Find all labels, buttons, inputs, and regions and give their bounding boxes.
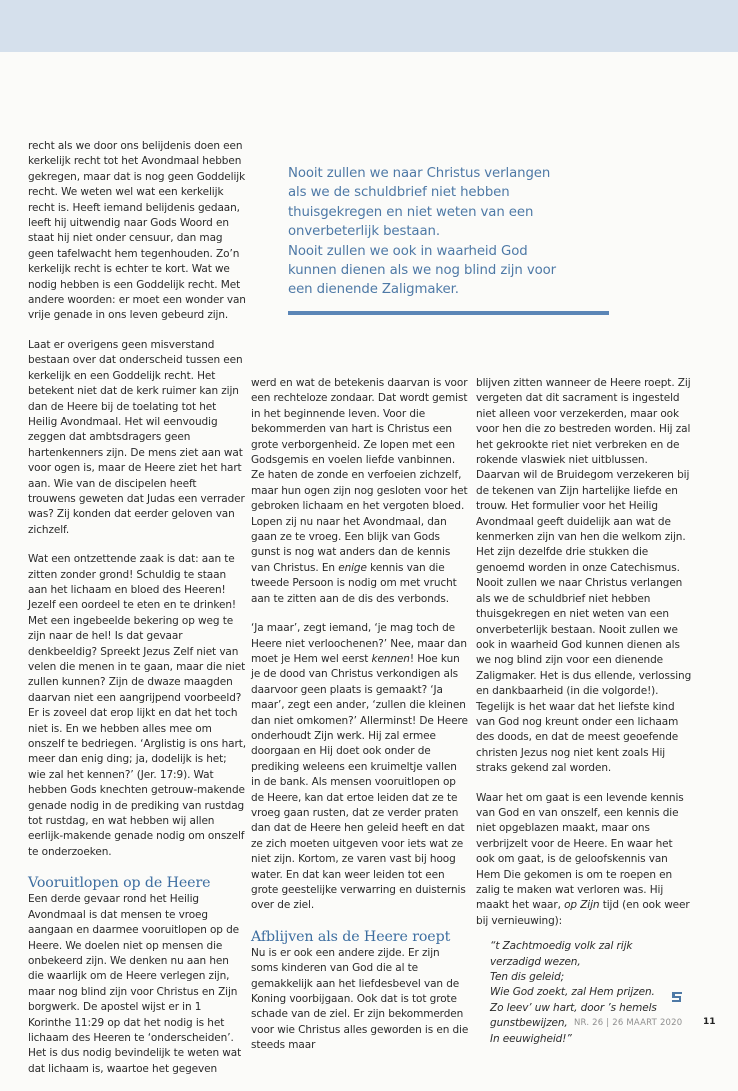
- paragraph-text: Waar het om gaat is een levende kennis van God en van onszelf, een kennis die niet opgeblazen maakt, maar ons verbrijzelt voor de Heere. En waar het ook om gaat, is de geloofskennis van Hem Die gekomen is om te roepen en zalig te maken wat verloren was. Hij maakt het waar,: [476, 791, 684, 912]
- pull-quote-rule: [288, 311, 609, 315]
- paragraph: [251, 376, 469, 607]
- pull-quote-line: kunnen dienen als we nog blind zijn voor: [288, 263, 557, 279]
- pull-quote: [288, 164, 618, 300]
- pull-quote-line: Nooit zullen we naar Christus verlangen: [288, 166, 551, 181]
- emphasis: kennen: [371, 652, 410, 665]
- poem-line: “t Zachtmoedig volk zal rijk: [490, 940, 633, 953]
- header-band: [0, 0, 738, 52]
- pull-quote-line: als we de schuldbrief niet hebben: [288, 185, 510, 201]
- poem-quote: [490, 939, 694, 1047]
- paragraph-text: tijd (en ook weer bij vernieuwing):: [476, 899, 690, 927]
- poem-line: verzadigd wezen,: [490, 955, 581, 968]
- emphasis: enige: [338, 561, 367, 574]
- end-of-article-icon: [669, 990, 685, 1004]
- pull-quote-line: een dienende Zaligmaker.: [288, 282, 459, 298]
- paragraph: Een derde gevaar rond het Heilig Avondmaal is dat mensen te vroeg aangaan en daarmee vooruitlopen op de Heere. We doelen niet op mensen die onbekeerd zijn. We denken nu aan hen die waarlijk om de Heere verlegen zijn, maar nog blind zijn voor Christus en Zijn borgwerk. De apostel wijst er in 1 Korinthe 11:29 op dat het nodig is het lichaam des Heeren te ‘onderscheiden’. Het is dus nodig bevindelijk te weten wat dat lichaam is, waartoe het gegeven: [28, 893, 242, 1075]
- paragraph: blijven zitten wanneer de Heere roept. Zij vergeten dat dit sacrament is ingesteld niet alleen voor verzekerden, maar ook voor hen die zo bestreden worden. Hij zal het gekrookte riet niet verbreken en de rokende vlaswiek niet uitblussen. Daarvan wil de Bruidegom verzekeren bij de tekenen van Zijn hartelijke liefde en trouw. Het formulier voor het Heilig Avondmaal geeft duidelijk aan wat de kenmerken zijn van hen die welkom zijn. Het zijn dezelfde drie stukken die genoemd worden in onze Catechismus. Nooit zullen we naar Christus verlangen als we de schuldbrief niet hebben thuisgekregen en niet weten van een onverbeterlijk bestaan. Nooit zullen we ook in waarheid God kunnen dienen als we nog blind zijn voor een dienende Zaligmaker. Het is dus ellende, verlossing en dankbaarheid (in die volgorde!). Tegelijk is het waar dat het liefste kind van God nog kreunt onder een lichaam des doods, en dat de meest geoefende christen Jezus nog niet kent zoals Hij straks gekend zal worden.: [476, 377, 692, 775]
- paragraph-text: ! Hoe kun je de dood van Christus verkondigen als daarvoor geen plaats is gemaakt? ‘Ja maar’, zegt een ander, ‘zullen die kleinen dan niet omkomen?’ Allerminst! De Heere onderhoudt Zijn werk. Hij zal ermee doorgaan en Hij doet ook onder de prediking weleens een kruimeltje vallen in de bank. Als mensen vooruitlopen op de Heere, kan dat ertoe leiden dat ze te vroeg gaan rusten, dat ze verder praten dan dat de Heere hen geleid heeft en dat ze zich moeten uitgeven voor iets wat ze niet zijn. Kortom, ze varen vast bij hoog water. En dat kan weer leiden tot een grote geestelijke verwarring en duisternis over de ziel.: [251, 652, 468, 912]
- paragraph-text: ‘Ja maar’, zegt iemand, ‘je mag toch de Heere niet verloochenen?’ Nee, maar dan moet je Hem wel eerst: [251, 622, 467, 665]
- paragraph: [251, 621, 469, 914]
- poem-line: Wie God zoekt, zal Hem prijzen.: [490, 986, 655, 999]
- pull-quote-line: thuisgekregen en niet weten van een: [288, 204, 534, 220]
- paragraph-text: kennis van die tweede Persoon is nodig om met vrucht aan te zitten aan de dis des verbonds.: [251, 561, 457, 605]
- paragraph: Laat er overigens geen misverstand bestaan over dat onderscheid tussen een kerkelijk en een Goddelijk recht. Het betekent niet dat de kerk ruimer kan zijn dan de Heere bij de toelating tot het Heilig Avondmaal. Het wil eenvoudig zeggen dat ambtsdragers geen hartenkenners zijn. De mens ziet aan wat voor ogen is, maar de Heere ziet het hart aan. Wie van de discipelen heeft trouwens geweten dat Judas een verrader was? Zij konden dat eerder geloven van zichzelf.: [28, 338, 245, 536]
- poem-line: gunstbewijzen,: [490, 1017, 568, 1030]
- poem-line: In eeuwigheid!”: [490, 1032, 572, 1045]
- paragraph-text: werd en wat de betekenis daarvan is voor een rechteloze zondaar. Dat wordt gemist in het beginnende leven. Voor die bekommerden van hart is Christus een grote verborgenheid. Ze lopen met een Godsgemis en voelen liefde vanbinnen. Ze haten de zonde en verfoeien zichzelf, maar hun ogen zijn nog gesloten voor het gebroken lichaam en het vergoten bloed. Lopen zij nu naar het Avondmaal, dan gaan ze te vroeg. Een blijk van Gods gunst is nog wat anders dan de kennis van Christus. En: [251, 377, 468, 574]
- column-2: [251, 376, 469, 1068]
- paragraph: recht als we door ons belijdenis doen een kerkelijk recht tot het Avondmaal hebben gekregen, maar dat is nog geen Goddelijk recht. We weten wel wat een kerkelijk recht is. Heeft iemand belijdenis gedaan, leeft hij uitwendig naar Gods Woord en staat hij niet onder censuur, dan mag geen tafelwacht hem tegenhouden. Zo’n kerkelijk recht is echter te kort. Wat we nodig hebben is een Goddelijk recht. Met andere woorden: er moet een wonder van vrije genade in ons leven gebeurd zijn.: [28, 140, 246, 322]
- pull-quote-line: onverbeterlijk bestaan.: [288, 224, 440, 240]
- poem-line: Zo leev’ uw hart, door ’s hemels: [490, 1001, 657, 1014]
- paragraph: Wat een ontzettende zaak is dat: aan te zitten zonder grond! Schuldig te staan aan het lichaam en bloed des Heeren! Jezelf een oordeel te eten en te drinken! Met een ingebeelde bekering op weg te zijn naar de hel! Is dat gevaar denkbeeldig? Spreekt Jezus Zelf niet van velen die menen in te gaan, maar die niet zullen kunnen? Zijn de dwaze maagden daarvan niet een aangrijpend voorbeeld? Er is zoveel dat erop lijkt en dat het toch niet is. En we hebben alles mee om onszelf te bedriegen. ‘Arglistig is ons hart, meer dan enig ding; ja, dodelijk is het; wie zal het kennen?’ (Jer. 17:9). Wat hebben Gods knechten getrouw-makende genade nodig in de prediking van rustdag tot rustdag, en wat hebben wij allen eerlijk-makende genade nodig om onszelf te onderzoeken.: [28, 553, 246, 858]
- section-heading: Afblijven als de Heere roept: [251, 928, 451, 945]
- paragraph: [476, 791, 694, 930]
- column-1: [28, 139, 246, 1091]
- page-number: 11: [703, 1017, 716, 1027]
- column-3: [476, 376, 694, 1047]
- pull-quote-line: Nooit zullen we ook in waarheid God: [288, 243, 528, 259]
- emphasis: op Zijn: [564, 899, 600, 912]
- issue-info: NR. 26 | 26 MAART 2020: [574, 1018, 683, 1028]
- section-heading: Vooruitlopen op de Heere: [28, 875, 211, 892]
- poem-line: Ten dis geleid;: [490, 971, 565, 984]
- paragraph: Nu is er ook een andere zijde. Er zijn soms kinderen van God die al te gemakkelijk aan het liefdesbevel van de Koning voorbijgaan. Ook dat is tot grote schade van de ziel. Er zijn bekommerden voor wie Christus alles geworden is en die steeds maar: [251, 946, 469, 1052]
